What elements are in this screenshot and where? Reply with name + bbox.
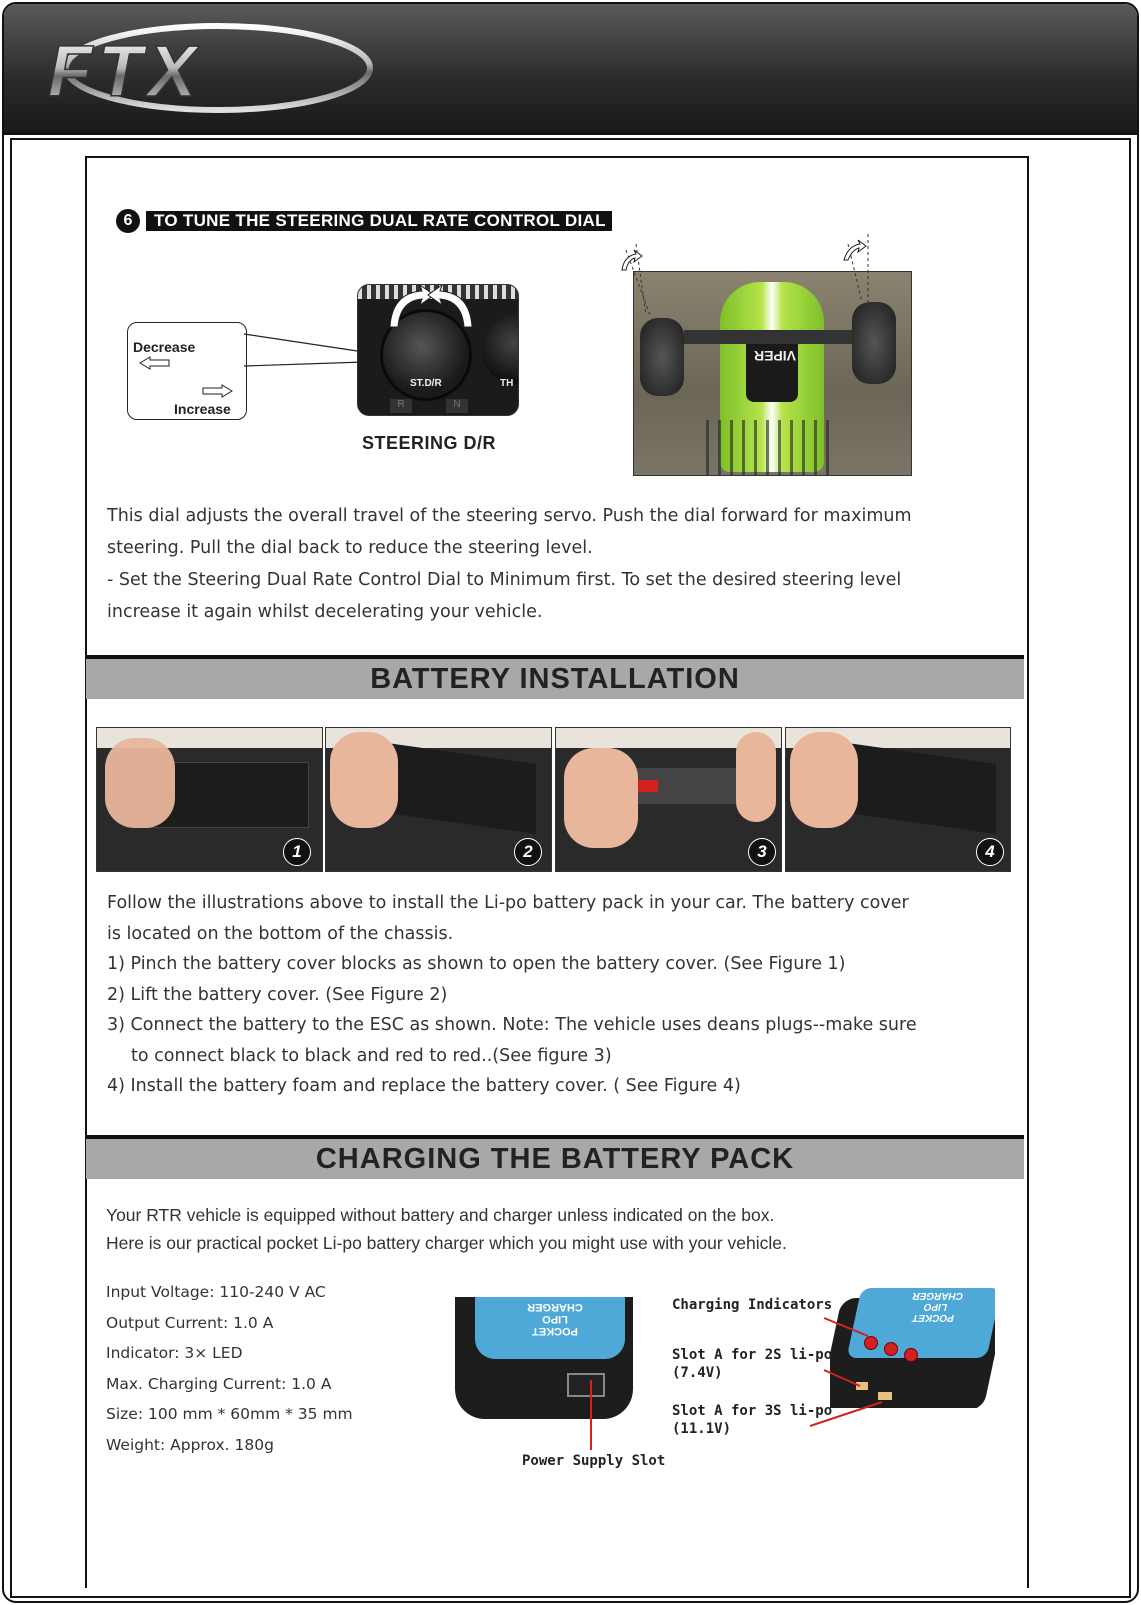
spec-max-current: Max. Charging Current: 1.0 A: [106, 1374, 332, 1393]
slot-2s-label: [672, 1346, 832, 1382]
car-body-text: VIPER: [754, 348, 797, 364]
logo-text: FTX: [48, 32, 202, 112]
steering-caption: STEERING D/R: [362, 433, 497, 453]
spec-input-voltage: Input Voltage: 110-240 V AC: [106, 1283, 326, 1301]
battery-line-3: 1) Pinch the battery cover blocks as shown to open the battery cover. (See Figure 1): [107, 954, 846, 974]
power-supply-label: Power Supply Slot: [522, 1453, 666, 1469]
increase-label: Increase: [174, 401, 231, 417]
charger-front-photo: [455, 1297, 633, 1419]
battery-line-4: 2) Lift the battery cover. (See Figure 2): [107, 984, 448, 1005]
left-wheel: [640, 318, 684, 396]
battery-figure-3: [555, 727, 782, 872]
dial-label-r: R: [390, 399, 412, 413]
charging-section-title: CHARGING THE BATTERY PACK: [86, 1135, 1024, 1179]
pointer-lines: [244, 330, 374, 370]
ftx-logo: [18, 16, 378, 116]
page-header: [4, 4, 1137, 135]
rotate-arrows-icon: [376, 284, 486, 333]
charging-intro-line-1: Your RTR vehicle is equipped without battery and charger unless indicated on the box.: [106, 1205, 775, 1225]
charger-label: [475, 1297, 625, 1359]
slot-3s-voltage: (11.1V): [672, 1421, 732, 1437]
figure-number-3: 3: [748, 838, 776, 866]
figure-number-2: 2: [514, 838, 542, 866]
arrow-left-icon: [138, 355, 172, 371]
steering-text: [107, 500, 912, 628]
power-pointer-line: [585, 1380, 597, 1450]
battery-line-1: Follow the illustrations above to install the Li-po battery pack in your car. The battery cover: [107, 893, 909, 913]
spec-weight: Weight: Approx. 180g: [106, 1435, 274, 1454]
charger-side-text-3: CHARGER: [911, 1290, 965, 1301]
battery-text: [107, 888, 917, 1102]
charger-front-text-2: LIPO: [542, 1313, 568, 1325]
step-badge: 6: [116, 209, 140, 233]
charging-intro-line-2: Here is our practical pocket Li-po battery charger which you might use with your vehicle.: [106, 1233, 787, 1253]
figure-number-4: 4: [976, 838, 1004, 866]
steering-title: TO TUNE THE STEERING DUAL RATE CONTROL DIAL: [146, 211, 612, 231]
decrease-label: Decrease: [133, 339, 196, 355]
charger-specs: [106, 1283, 353, 1466]
battery-figure-2: [325, 727, 552, 872]
slot-2s-voltage: (7.4V): [672, 1365, 723, 1381]
charging-indicators-label: Charging Indicators: [672, 1297, 833, 1313]
spec-size: Size: 100 mm * 60mm * 35 mm: [106, 1405, 353, 1423]
charger-front-text-1: POCKET: [532, 1325, 578, 1337]
figure-number-1: 1: [283, 838, 311, 866]
battery-line-7: 4) Install the battery foam and replace the battery cover. ( See Figure 4): [107, 1076, 741, 1096]
spec-output-current: Output Current: 1.0 A: [106, 1313, 274, 1332]
led-3: [904, 1348, 918, 1362]
charger-front-text-3: CHARGER: [527, 1301, 583, 1313]
adjust-legend-box: [127, 322, 247, 420]
battery-line-2: is located on the bottom of the chassis.: [107, 923, 454, 944]
steering-line-1: This dial adjusts the overall travel of the steering servo. Push the dial forward for maximum: [107, 506, 912, 526]
spec-indicator: Indicator: 3× LED: [106, 1344, 243, 1362]
battery-line-5: 3) Connect the battery to the ESC as shown. Note: The vehicle uses deans plugs--make sure: [107, 1015, 917, 1035]
steering-angle-markers: [612, 230, 902, 320]
charging-intro: [106, 1201, 787, 1257]
battery-line-6: to connect black to black and red to red..(See figure 3): [131, 1045, 612, 1066]
steering-line-3: - Set the Steering Dual Rate Control Dial to Minimum first. To set the desired steering level: [107, 570, 902, 590]
charger-side-text-1: POCKET: [911, 1312, 956, 1323]
charger-side-text-2: LIPO: [922, 1301, 949, 1312]
slot-3s-name: Slot A for 3S li-po: [672, 1403, 833, 1419]
slot-3s-label: [672, 1402, 832, 1438]
dial-label-n: N: [446, 399, 468, 413]
slot-2s-name: Slot A for 2S li-po: [672, 1347, 833, 1363]
transmitter-dial-photo: [357, 284, 519, 416]
steering-line-4: increase it again whilst decelerating your vehicle.: [107, 602, 543, 622]
battery-figure-1: [96, 727, 323, 872]
dial-label-st: ST.D/R: [410, 378, 442, 389]
steering-line-2: steering. Pull the dial back to reduce the steering level.: [107, 538, 593, 558]
battery-figure-4: [785, 727, 1011, 872]
battery-section-title: BATTERY INSTALLATION: [86, 655, 1024, 699]
arrow-right-icon: [200, 383, 234, 399]
dial-label-th: TH: [500, 378, 514, 389]
